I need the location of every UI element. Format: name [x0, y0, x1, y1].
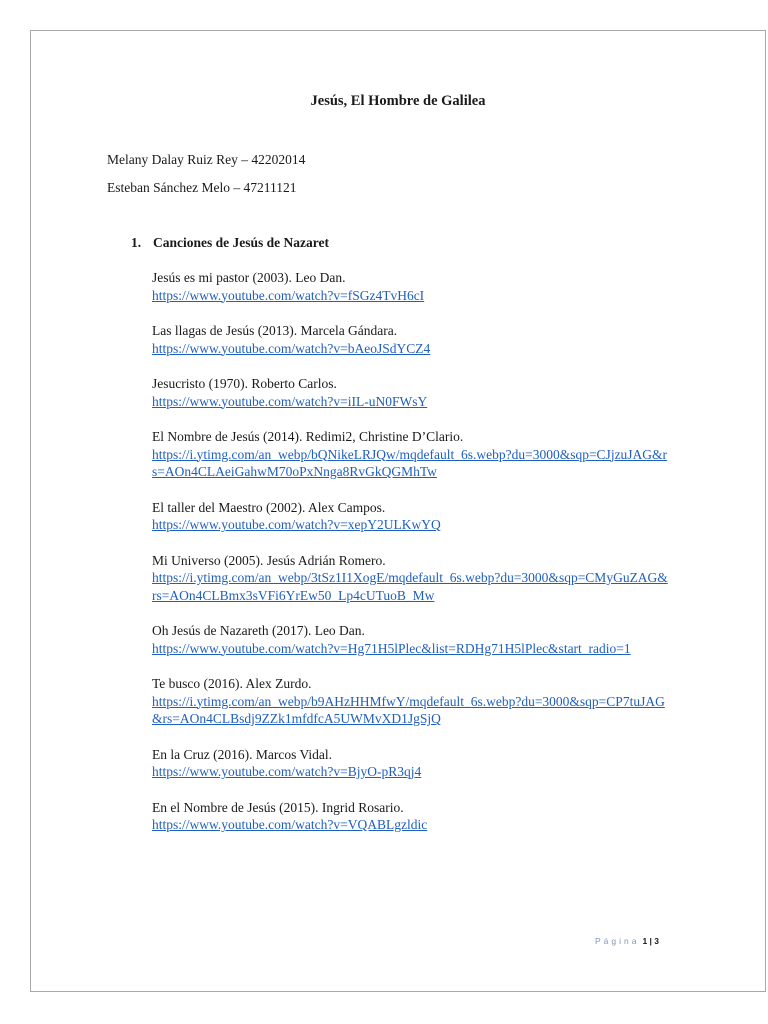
song-link[interactable]: https://www.youtube.com/watch?v=VQABLgzldic [152, 817, 428, 832]
song-link[interactable]: https://www.youtube.com/watch?v=iIL-uN0FWsY [152, 393, 428, 409]
song-item [152, 746, 672, 781]
section-number: 1. [131, 235, 142, 250]
song-title: En el Nombre de Jesús (2015). Ingrid Rosario. [152, 799, 404, 815]
song-title: El Nombre de Jesús (2014). Redimi2, Christine D’Clario. [152, 429, 464, 444]
song-link[interactable]: https://i.ytimg.com/an_webp/bQNikeLRJQw/mqdefault_6s.webp?du=3000&sqp=CJjzuJAG&rs=AOn4CLAeiGahwM70oPxNnga8RvGkQGMhTw [152, 446, 668, 479]
song-item [152, 552, 672, 605]
song-item [152, 675, 672, 728]
song-title: Oh Jesús de Nazareth (2017). Leo Dan. [152, 623, 365, 638]
song-link[interactable]: https://www.youtube.com/watch?v=BjyO-pR3qj4 [152, 764, 422, 779]
section-heading-text: Canciones de Jesús de Nazaret [153, 235, 329, 250]
song-title: Jesús es mi pastor (2003). Leo Dan. [152, 270, 346, 285]
song-link[interactable]: https://www.youtube.com/watch?v=Hg71H5lPlec&list=RDHg71H5lPlec&start_radio=1 [152, 640, 631, 656]
section-heading [131, 235, 329, 251]
song-list [152, 269, 672, 852]
song-item [152, 269, 672, 304]
author-line: Melany Dalay Ruiz Rey – 42202014 [107, 152, 306, 167]
author-line: Esteban Sánchez Melo – 47211121 [107, 180, 297, 195]
document-title: Jesús, El Hombre de Galilea [310, 93, 486, 109]
song-title: Mi Universo (2005). Jesús Adrián Romero. [152, 552, 386, 568]
song-title: Las llagas de Jesús (2013). Marcela Gándara. [152, 323, 398, 338]
song-item [152, 428, 672, 481]
song-item [152, 322, 672, 357]
song-item [152, 799, 672, 834]
song-item [152, 375, 672, 410]
document-page [30, 30, 766, 992]
song-link[interactable]: https://www.youtube.com/watch?v=bAeoJSdYCZ4 [152, 340, 431, 356]
song-title: En la Cruz (2016). Marcos Vidal. [152, 746, 333, 762]
song-link[interactable]: https://www.youtube.com/watch?v=xepY2ULKwYQ [152, 517, 441, 532]
page-number: 1 | 3 [642, 936, 659, 946]
page-label: Página [594, 936, 640, 946]
song-title: Jesucristo (1970). Roberto Carlos. [152, 376, 337, 391]
song-link[interactable]: https://i.ytimg.com/an_webp/b9AHzHHMfwY/mqdefault_6s.webp?du=3000&sqp=CP7tuJAG&rs=AOn4CLBsdj9ZZk1mfdfcA5UWMvXD1JgSjQ [152, 693, 665, 726]
song-item [152, 622, 672, 657]
page-footer [595, 936, 659, 946]
song-title: El taller del Maestro (2002). Alex Campos. [152, 499, 386, 515]
song-item [152, 499, 672, 534]
song-link[interactable]: https://i.ytimg.com/an_webp/3tSz1I1XogE/mqdefault_6s.webp?du=3000&sqp=CMyGuZAG&rs=AOn4CLBmx3sVFi6YrEw50_Lp4cUTuoB_Mw [152, 570, 668, 603]
song-title: Te busco (2016). Alex Zurdo. [152, 676, 312, 691]
song-link[interactable]: https://www.youtube.com/watch?v=fSGz4TvH6cI [152, 287, 425, 303]
